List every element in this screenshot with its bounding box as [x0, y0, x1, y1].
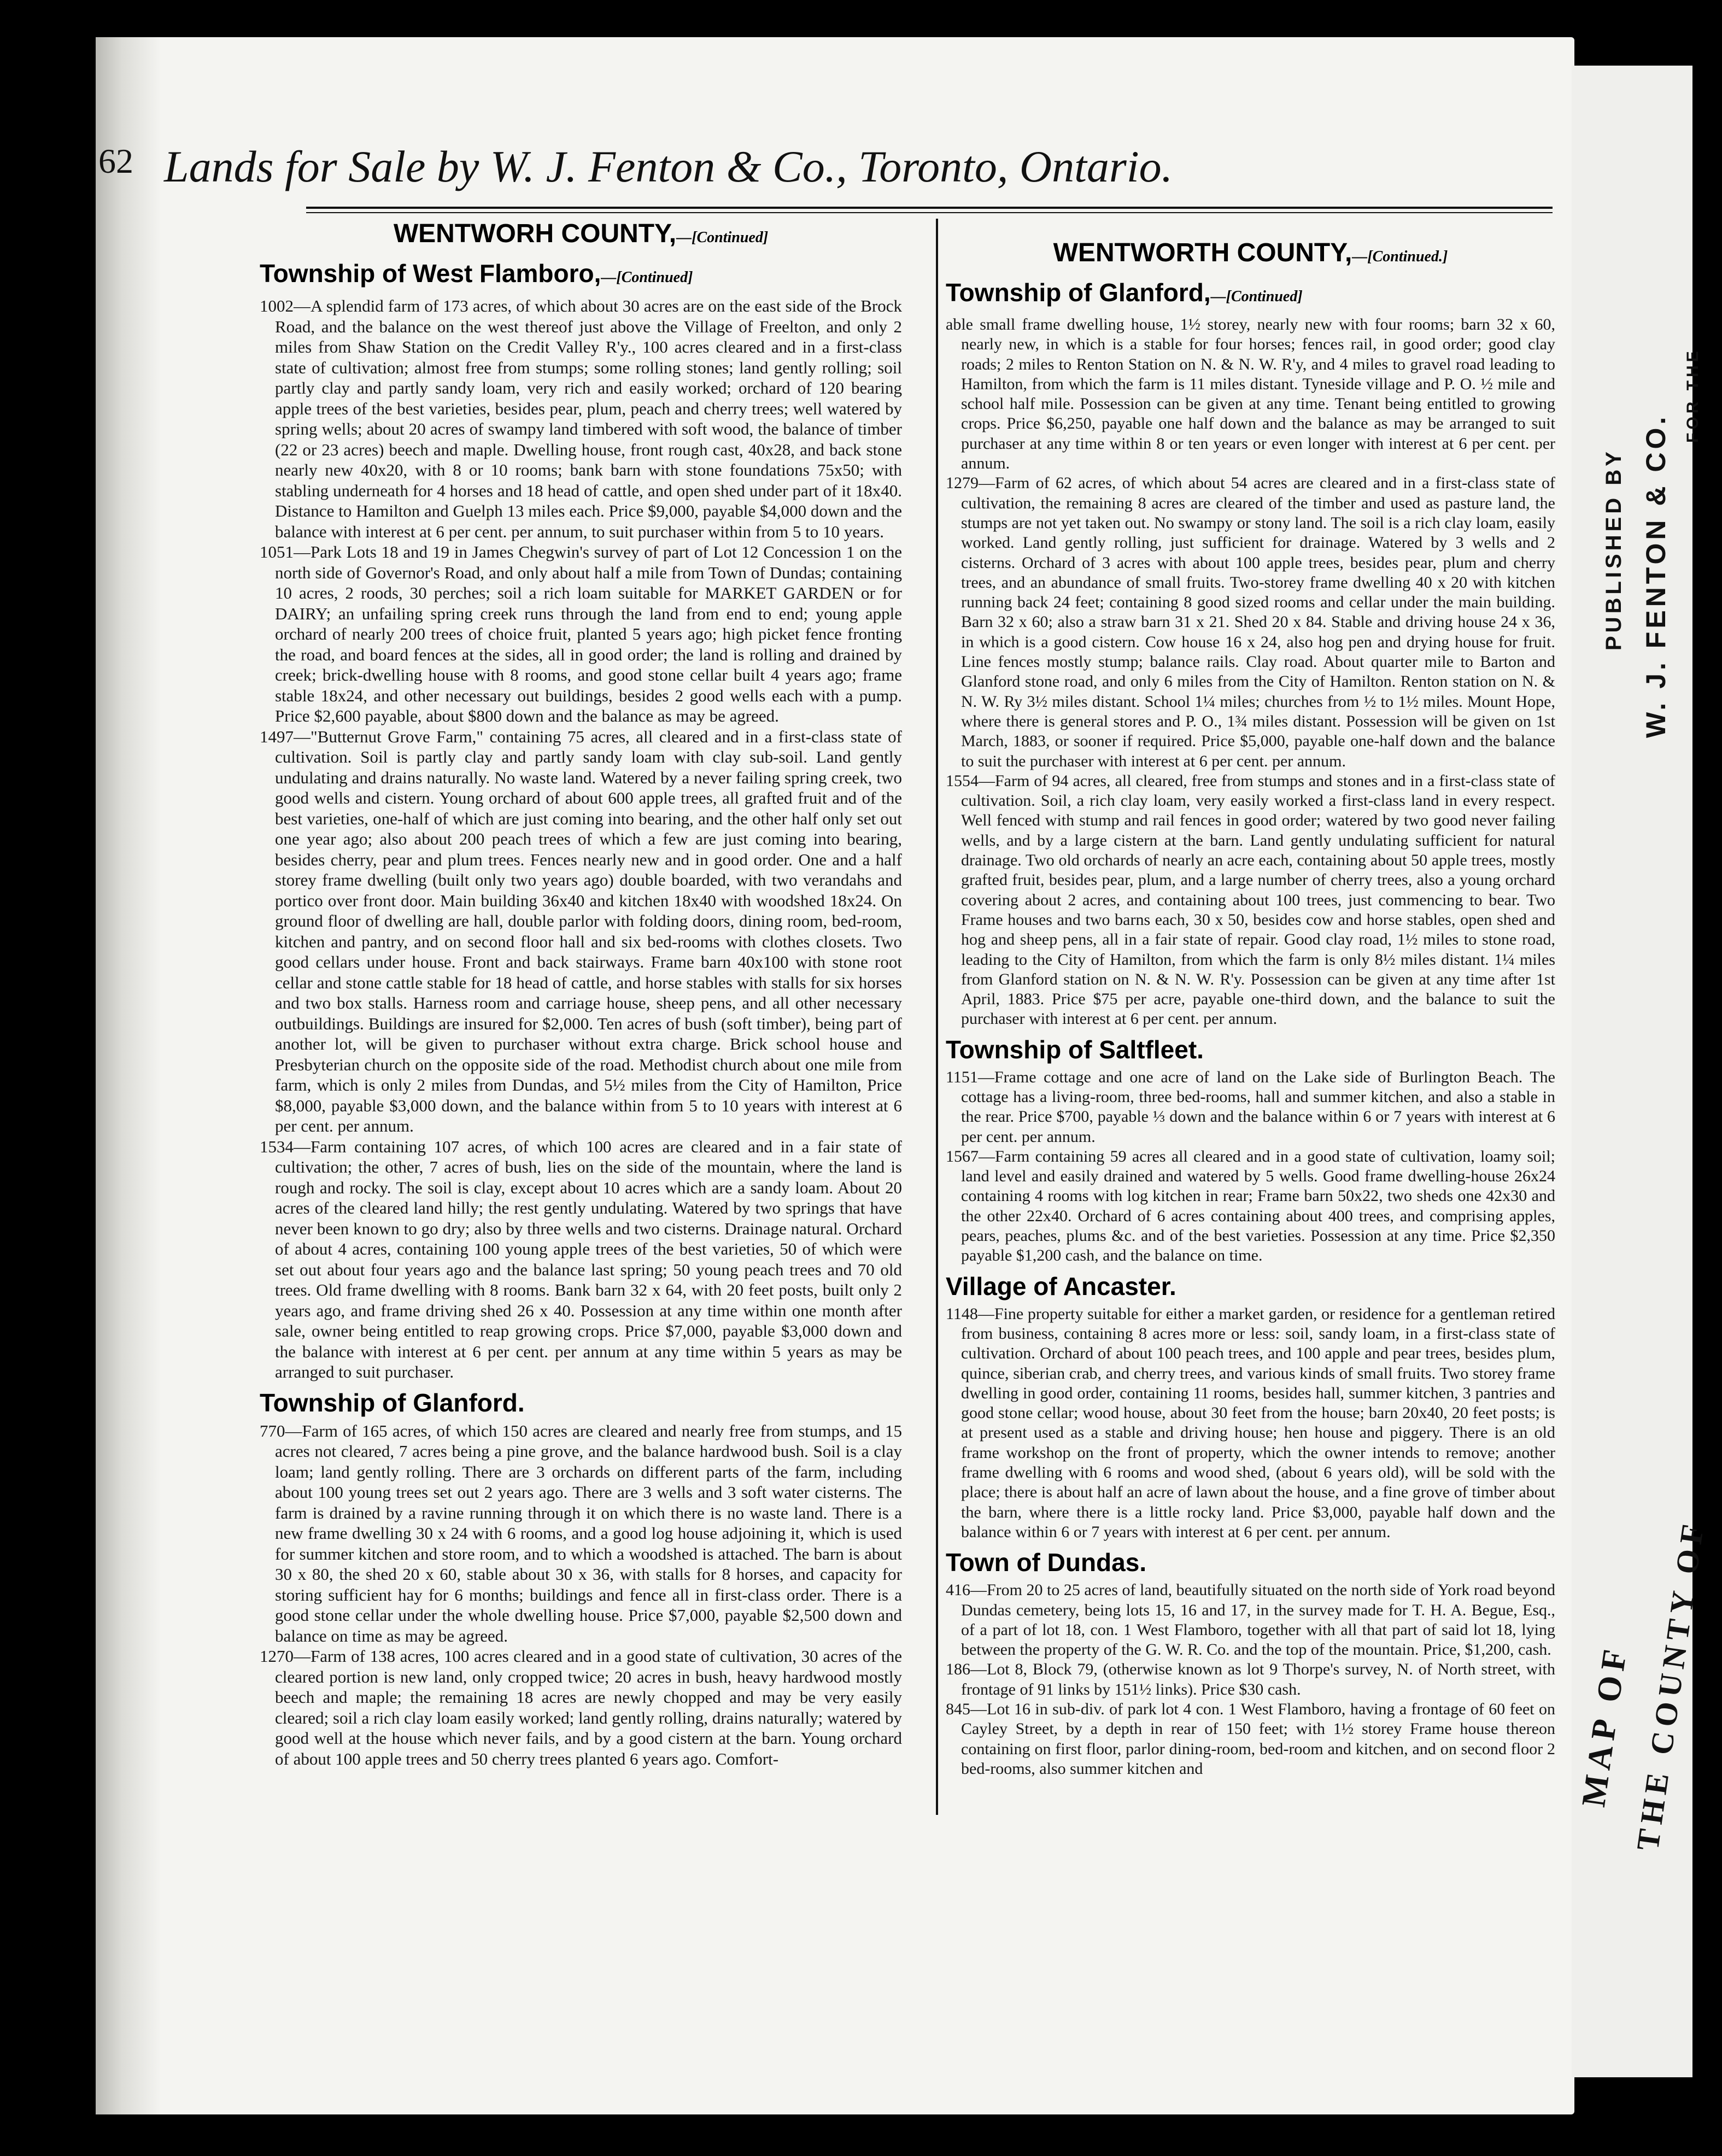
page-spine-shadow	[96, 37, 161, 2114]
listing-entry: 1567—Farm containing 59 acres all cleared and in a good state of cultivation, loamy soil; land level and easily drained and watered by 5 wells. Good frame dwelling-house 26x24 containing 4 rooms with log kitchen in rear; Frame barn 50x22, two sheds one 42x30 and the other 22x40. Orchard of 6 acres containing about 400 trees, and comprising apples, pears, peaches, plums &c. and of the best varieties. Possession at any time. Price $2,350 payable $1,200 cash, and the balance on time.	[946, 1147, 1555, 1265]
section-heading: Township of Glanford.	[260, 1388, 525, 1417]
section-heading: Village of Ancaster.	[946, 1272, 1176, 1300]
listing-entry: 186—Lot 8, Block 79, (otherwise known as lot 9 Thorpe's survey, N. of North street, with frontage of 91 links by 151½ links). Price $30 cash.	[946, 1660, 1555, 1698]
listing-entry: 1148—Fine property suitable for either a market garden, or residence for a gentleman retired from business, containing 8 acres more or less: soil, sandy loam, in a first-class state of cultivation. Orchard of about 100 peach trees, and 100 apple and pear trees, besides plum, quince, siberian crab, and cherry trees, and various kinds of small fruits. Two storey frame dwelling in good order, containing 11 rooms, besides hall, summer kitchen, 3 pantries and good stone cellar; wood house, about 30 feet from the house; barn 20x40, 20 feet posts; is at present used as a stable and driving house; hen house and piggery. There is an old frame workshop on the front of property, which the owner intends to remove; another frame dwelling with 6 rooms and wood shed, (about 6 years old), will be sold with the place; there is about half an acre of lawn about the house, and a fine grove of timber about the barn, where there is a little rocky land. Price $3,000, payable half down and the balance within 6 or 7 years with interest at 6 per cent. per annum.	[946, 1304, 1555, 1541]
column-divider	[936, 219, 938, 1815]
header-rule-top	[306, 207, 1553, 209]
county-heading-left: WENTWORH COUNTY,—[Continued]	[393, 219, 769, 248]
publisher-imprint	[1602, 348, 1722, 1022]
publisher-name: W. J. FENTON & CO.	[1641, 413, 1671, 738]
listing-entry: 1534—Farm containing 107 acres, of which 100 acres are cleared and in a fair state of cultivation; the other, 7 acres of bush, lies on the side of the mountain, where the land is rough and rocky. The soil is clay, except about 10 acres which are a sandy loam. About 20 acres of the cleared land hilly; the rest gently undulating. Watered by two springs that have never been known to go dry; also by three wells and two cisterns. Drainage natural. Orchard of about 4 acres, containing 100 young apple trees of the best varieties, 50 of which were set out about four years ago and the balance last spring; 50 young peach trees and 70 old trees. Old frame dwelling with 8 rooms. Bank barn 32 x 64, with 20 feet posts, built only 2 years ago, and frame driving shed 26 x 40. Possession at any time within one month after sale, owner being entitled to reap growing crops. Price $7,000, payable $3,000 down and the balance with interest at 6 per cent. per annum at any time within 5 years as may be arranged to suit purchaser.	[260, 1136, 902, 1381]
listing-entry: 1554—Farm of 94 acres, all cleared, free from stumps and stones and in a first-class state of cultivation. Soil, a rich clay loam, very easily worked a first-class land in every respect. Well fenced with stump and rail fences in good order; watered by two good never failing wells, and by a large cistern at the barn. Land gently undulating sufficient for natural drainage. Two old orchards of nearly an acre each, containing about 50 apple trees, mostly grafted fruit, besides pear, plum, and a large number of cherry trees, also a young orchard covering about 2 acres, and containing about 100 trees, just commencing to bear. Two Frame houses and two barns each, 30 x 50, besides cow and horse stables, open shed and hog and sheep pens, all in a fair state of repair. Good clay road, 1½ miles to stone road, leading to the City of Hamilton, from which the farm is only 8½ miles distant. 1¼ miles from Glanford station on N. & N. W. R'y. Possession can be given at any time after 1st April, 1883. Price $75 per acre, payable one-third down, and the balance to suit the purchaser with interest at 6 per cent. per annum.	[946, 771, 1555, 1028]
map-title	[1569, 1356, 1712, 1902]
header-rule-bottom	[306, 212, 1553, 213]
listing-entry: 1151—Frame cottage and one acre of land on the Lake side of Burlington Beach. The cottage has a living-room, three bed-rooms, hall and summer kitchen, and also a stable in the rear. Price $700, payable ⅓ down and the balance within 6 or 7 years with interest at 6 per cent. per annum.	[946, 1068, 1555, 1146]
listing-entry: able small frame dwelling house, 1½ storey, nearly new with four rooms; barn 32 x 60, nearly new, in which is a stable for four horses; fences rail, in good order; good clay roads; 2 miles to Renton Station on N. & N. W. R'y, and 4 miles to gravel road leading to Hamilton, from which the farm is 11 miles distant. Tyneside village and P. O. ½ mile and school half mile. Possession can be given at any time. Tenant being entitled to growing crops. Price $6,250, payable one half down and the balance as may be arranged to suit purchaser at any time within 8 or ten years or even longer with interest at 6 per cent. per annum.	[946, 315, 1555, 473]
county-of-label: THE COUNTY OF	[1629, 1516, 1712, 1853]
listing-entry: 416—From 20 to 25 acres of land, beautifully situated on the north side of York road beyond Dundas cemetery, being lots 15, 16 and 17, in the survey made for T. H. A. Begue, Esq., of a part of lot 18, con. 1 West Flamboro, together with all that part of said lot 18, lying between the property of the G. W. R. Co. and the top of the mountain. Price, $1,200, cash.	[946, 1581, 1555, 1659]
map-of-label: MAP OF	[1574, 1642, 1635, 1809]
left-column	[260, 219, 902, 1769]
listing-entry: 845—Lot 16 in sub-div. of park lot 4 con. 1 West Flamboro, having a frontage of 60 feet on Cayley Street, by a depth in rear of 150 feet; with 1½ storey Frame house thereon containing on first floor, parlor dining-room, bed-room and kitchen, and on second floor 2 bed-rooms, also summer kitchen and	[946, 1700, 1555, 1778]
section-heading: Township of Saltfleet.	[946, 1035, 1204, 1064]
county-heading-right: WENTWORTH COUNTY,—[Continued.]	[1053, 238, 1448, 267]
for-the-label: FOR THE	[1684, 348, 1702, 443]
listing-entry: 1270—Farm of 138 acres, 100 acres cleared and in a good state of cultivation, 30 acres of the cleared portion is new land, only cropped twice; 20 acres in bush, heavy hardwood mostly beech and maple; the remaining 18 acres are newly chopped and may be very easily cleared; soil a rich clay loam easily worked; land gently rolling, drains naturally; watered by good well at the house which never fails, and by a good cistern at the barn. Young orchard of about 100 apple trees and 50 cherry trees planted 6 years ago. Comfort-	[260, 1647, 902, 1768]
section-heading: Town of Dundas.	[946, 1548, 1147, 1577]
page-number: 62	[98, 142, 133, 180]
section-heading: Township of Glanford,—[Continued]	[946, 278, 1303, 307]
published-by-label: PUBLISHED BY	[1602, 448, 1626, 651]
listing-entry: 770—Farm of 165 acres, of which 150 acres are cleared and nearly free from stumps, and 15 acres not cleared, 7 acres being a pine grove, and the balance hardwood bush. Soil is a clay loam; land gently rolling. There are 3 orchards on different parts of the farm, including about 100 young trees set out 2 years ago. There are 3 wells and 3 soft water cisterns. The farm is drained by a ravine running through it on which there is no waste land. There is a new frame dwelling 30 x 24 with 6 rooms, and a good log house adjoining it, which is used for summer kitchen and store room, and to which a woodshed is attached. The barn is about 30 x 80, the shed 20 x 60, stable about 30 x 36, with stalls for 8 horses, and capacity for storing sufficient hay for 6 months; buildings and fence all in first-class order. There is a good stone cellar under the whole dwelling house. Price $7,000, payable $2,500 down and balance on time as may be agreed.	[260, 1421, 902, 1645]
listing-entry: 1497—"Butternut Grove Farm," containing 75 acres, all cleared and in a first-class state of cultivation. Soil is partly clay and partly sandy loam with clay sub-soil. Land gently undulating and drains naturally. No waste land. Watered by a never failing spring creek, two good wells and cistern. Young orchard of about 600 apple trees, all grafted fruit and of the best varieties, one-half of which are just coming into bearing, and the other half only set out one year ago; also about 200 peach trees of which a few are just coming into bearing, besides cherry, pear and plum trees. Fences nearly new and in good order. One and a half storey frame dwelling (built only two years ago) double boarded, with two verandahs and portico over front door. Main building 36x40 and kitchen 18x40 with woodshed 18x24. On ground floor of dwelling are hall, double parlor with folding doors, dining room, bed-room, kitchen and pantry, and on second floor hall and six bed-rooms with clothes closets. Two good cellars under house. Front and back stairways. Frame barn 40x100 with stone root cellar and stone cattle stable for 18 head of cattle, and horse stables with stalls for six horses and two box stalls. Harness room and carriage house, sheep pens, and all other necessary outbuildings. Buildings are insured for $2,000. Ten acres of bush (soft timber), being part of another lot, will be given to purchaser without extra charge. Brick school house and Presbyterian church on the opposite side of the road. Methodist church about one mile from farm, which is only 2 miles from Dundas, and 5½ miles from the City of Hamilton, Price $8,000, payable $3,000 down, and the balance within from 5 to 10 years with interest at 6 per cent. per annum.	[260, 727, 902, 1135]
right-column	[946, 238, 1555, 1779]
running-head: Lands for Sale by W. J. Fenton & Co., Toronto, Ontario.	[164, 142, 1173, 191]
listing-entry: 1051—Park Lots 18 and 19 in James Chegwin's survey of part of Lot 12 Concession 1 on the north side of Governor's Road, and only about half a mile from Town of Dundas; containing 10 acres, 2 roods, 30 perches; soil a rich loam suitable for MARKET GARDEN or for DAIRY; an unfailing spring creek runs through the land from end to end; young apple orchard of nearly 200 trees of choice fruit, planted 5 years ago; high picket fence fronting the road, and board fences at the sides, all in good order; the land is rolling and drained by creek; brick-dwelling house with 8 rooms, and good stone cellar built 4 years ago; frame stable 18x24, and other necessary out buildings, besides 2 good wells each with a pump. Price $2,600 payable, about $800 down and the balance as may be agreed.	[260, 542, 902, 725]
section-heading: Township of West Flamboro,—[Continued]	[260, 259, 693, 288]
listing-entry: 1002—A splendid farm of 173 acres, of which about 30 acres are on the east side of the Brock Road, and the balance on the west thereof just above the Village of Freelton, and only 2 miles from Shaw Station on the Credit Valley R'y., 100 acres cleared and in a first-class state of cultivation; almost free from stumps; some rolling stones; land gently rolling; soil partly clay and partly sandy loam, very rich and easily worked; orchard of 120 bearing apple trees of the best varieties, besides pear, plum, peach and cherry trees; well watered by spring wells; about 20 acres of swampy land timbered with soft wood, the balance of timber (22 or 23 acres) beech and maple. Dwelling house, front rough cast, 40x28, and back stone nearly new 40x20, with 8 or 10 rooms; bank barn with stone foundations 75x50; with stabling underneath for 4 horses and 18 head of cattle, and open shed under part of it 18x40. Distance to Hamilton and Guelph 13 miles each. Price $9,000, payable $4,000 down and the balance with interest at 6 per cent. per annum, to suit purchaser within from 5 to 10 years.	[260, 296, 902, 541]
listing-entry: 1279—Farm of 62 acres, of which about 54 acres are cleared and in a first-class state of cultivation, the remaining 8 acres are cleared of the timber and used as pasture land, the stumps are not yet taken out. No swampy or stony land. The soil is a rich clay loam, easily worked. Land gently rolling, just sufficient for drainage. Watered by 3 wells and 2 cisterns. Orchard of 3 acres with about 100 apple trees, besides pear, plum and cherry trees, and an abundance of small fruits. Two-storey frame dwelling 40 x 20 with kitchen running back 24 feet; containing 8 good sized rooms and cellar under the main building. Barn 32 x 60; also a straw barn 31 x 21. Shed 20 x 84. Stable and driving house 24 x 36, in which is a good cistern. Cow house 16 x 24, also hog pen and drying house for fruit. Line fences mostly stump; balance rails. Clay road. About quarter mile to Barton and Glanford stone road, and only 6 miles from the City of Hamilton. Renton station on N. & N. W. Ry 3½ miles distant. School 1¼ miles; churches from ½ to 1½ miles. Mount Hope, where there is general stores and P. O., 1¾ miles distant. Possession will be given on 1st March, 1883, or sooner if required. Price $5,000, payable one-half down and the balance to suit the purchaser with interest at 6 per cent. per annum.	[946, 474, 1555, 770]
